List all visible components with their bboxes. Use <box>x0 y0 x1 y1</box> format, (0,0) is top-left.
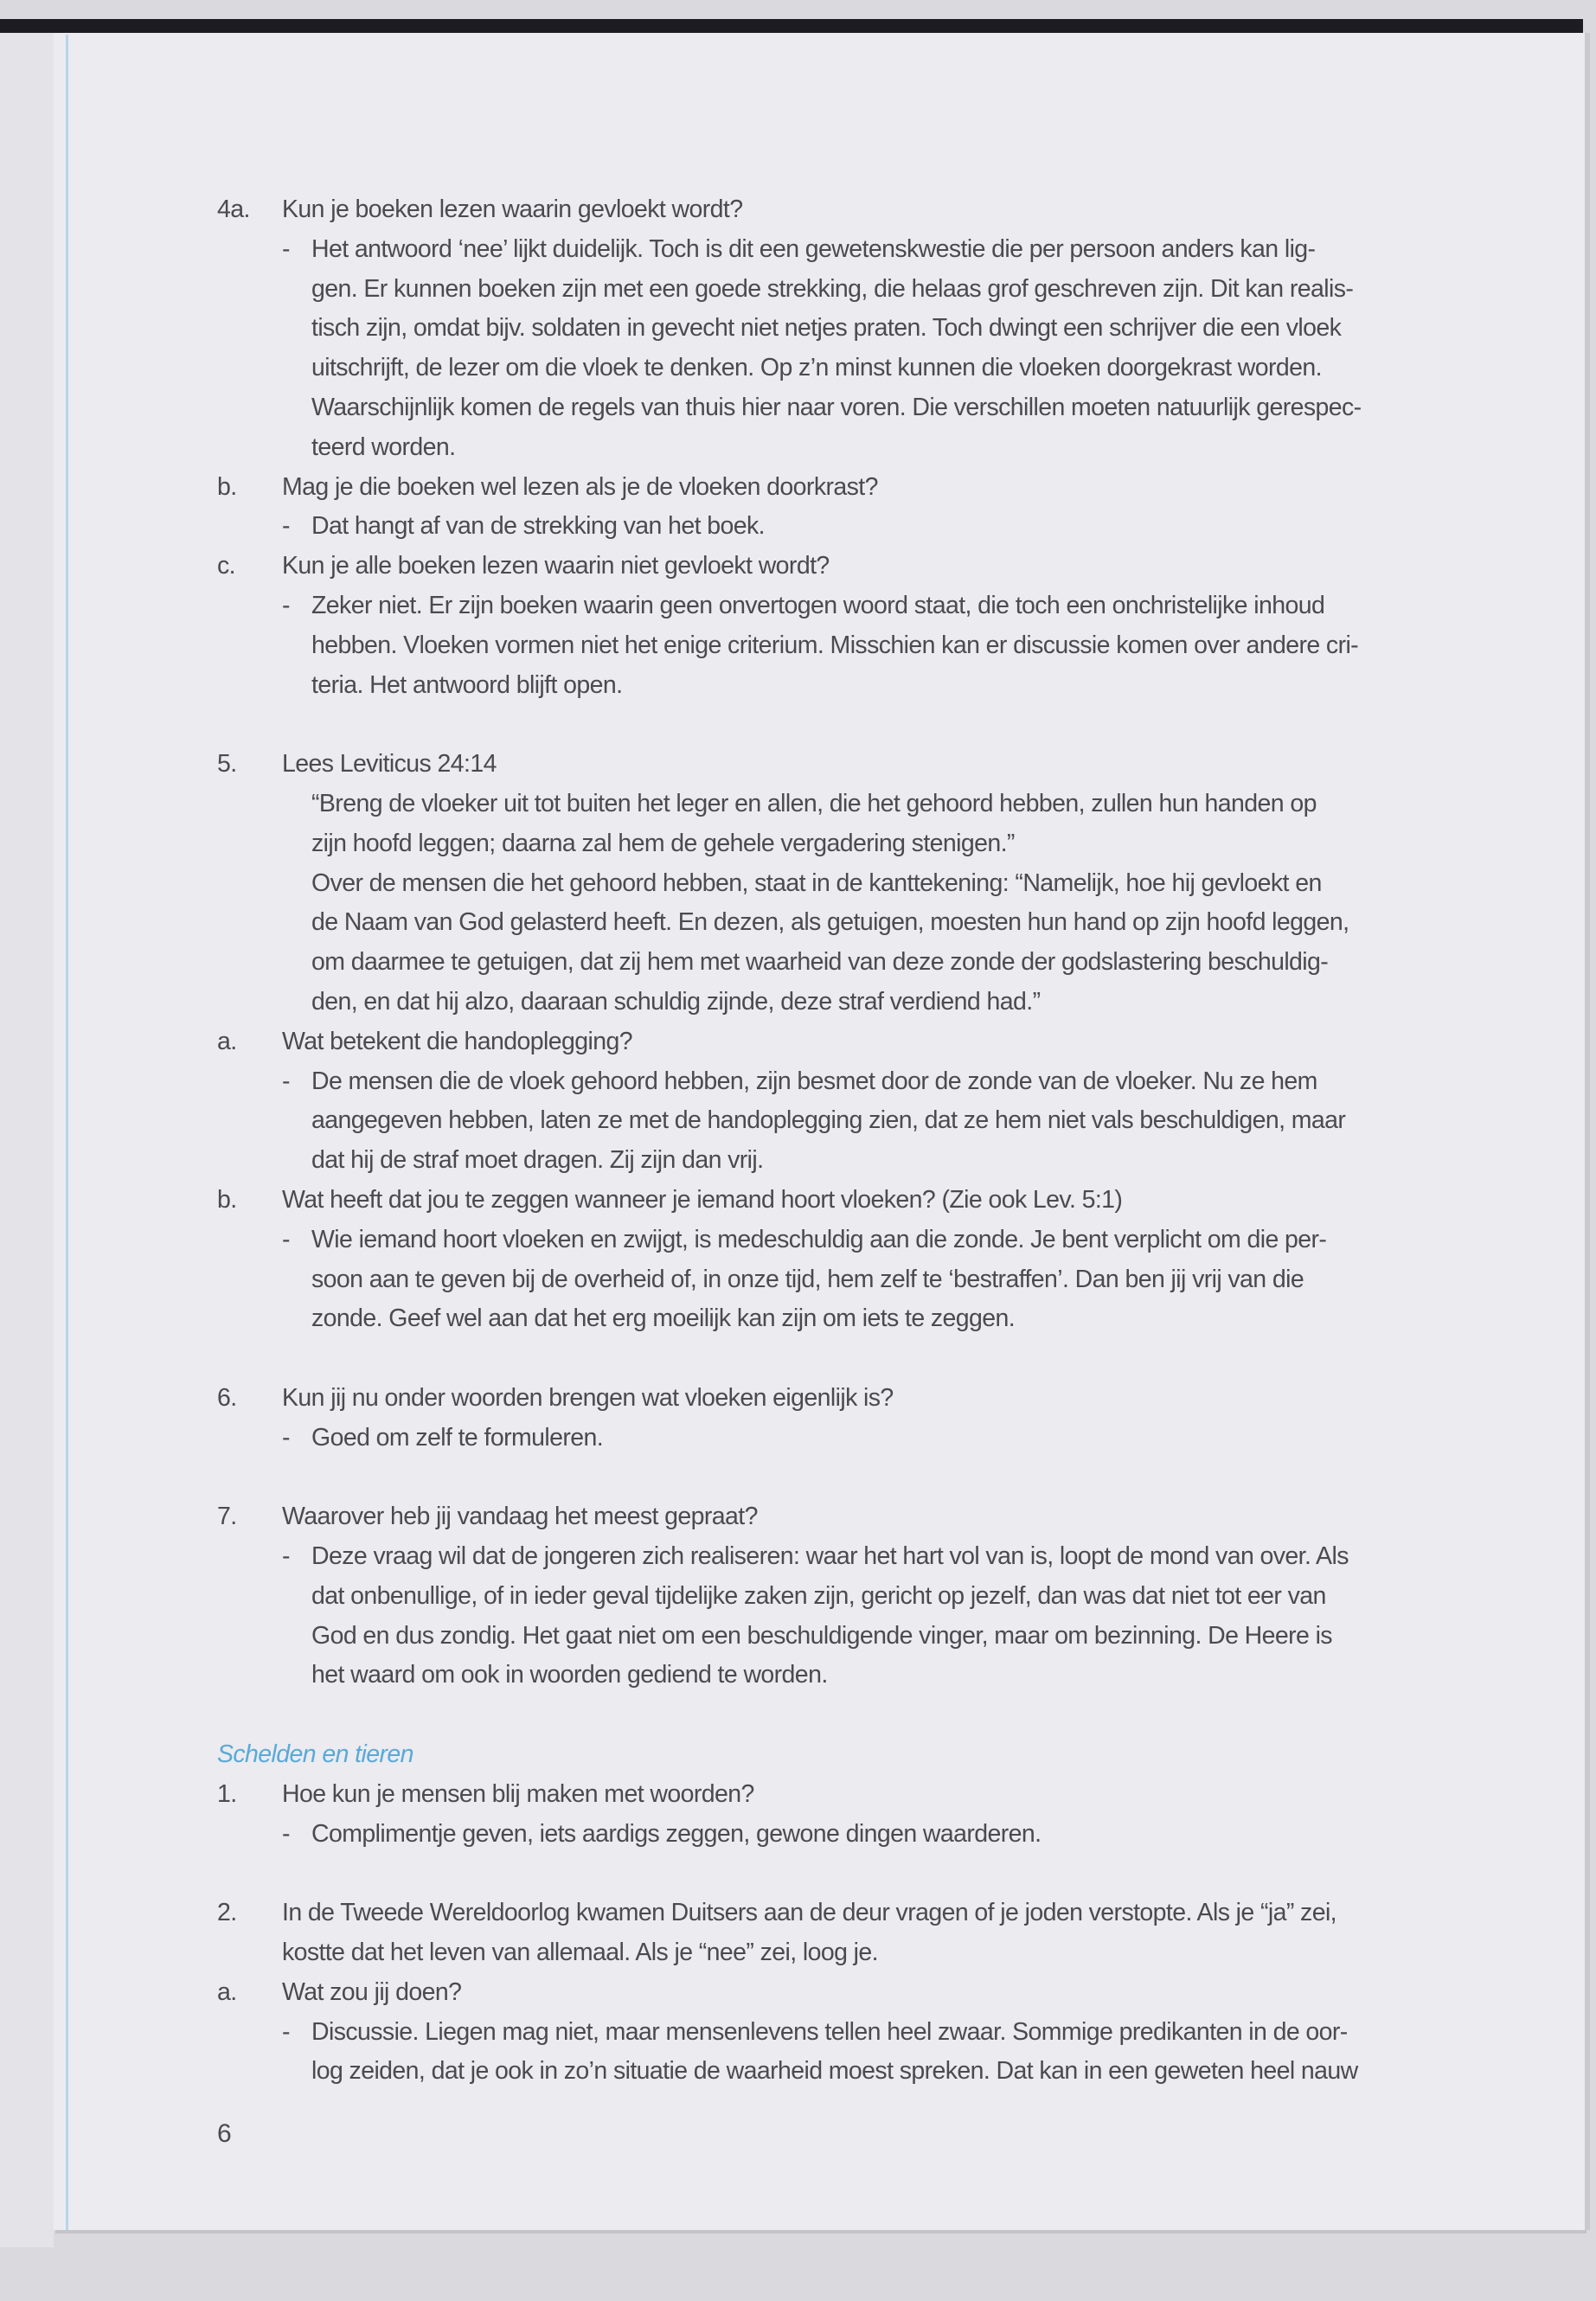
question-text: Mag je die boeken wel lezen als je de vloeken doorkrast? <box>282 472 878 501</box>
answer-dash: - <box>282 1067 290 1095</box>
answer-text: Dat hangt af van de strekking van het boek. <box>311 512 765 541</box>
quote-text: den, en dat hij alzo, daaraan schuldig zijnde, deze straf verdiend had.” <box>311 987 1041 1016</box>
page-content <box>0 190 1596 2092</box>
answer-text: Deze vraag wil dat de jongeren zich realiseren: waar het hart vol van is, loopt de mond van over. Als <box>311 1542 1349 1571</box>
answer-line <box>0 230 1596 270</box>
quote-line <box>0 785 1596 824</box>
answer-line <box>0 388 1596 428</box>
answer-line <box>0 2052 1596 2092</box>
page-bottom-edge <box>55 2230 1586 2234</box>
answer-dash: - <box>282 2017 290 2046</box>
quote-line <box>0 903 1596 943</box>
question-text: Lees Leviticus 24:14 <box>282 750 497 779</box>
answer-text: Zeker niet. Er zijn boeken waarin geen onvertogen woord staat, die toch een onchristelijke inhoud <box>311 591 1325 619</box>
answer-line <box>0 1815 1596 1855</box>
answer-line <box>0 1419 1596 1458</box>
answer-line <box>0 428 1596 468</box>
answer-line <box>0 349 1596 388</box>
question-line <box>0 1775 1596 1815</box>
scan-top-edge <box>0 19 1583 33</box>
question-number: 2. <box>217 1899 237 1927</box>
answer-dash: - <box>282 1423 290 1452</box>
answer-dash: - <box>282 512 290 541</box>
answer-line <box>0 1537 1596 1577</box>
answer-text: Wie iemand hoort vloeken en zwijgt, is medeschuldig aan die zonde. Je bent verplicht om die per- <box>311 1225 1327 1253</box>
answer-line <box>0 309 1596 349</box>
answer-line <box>0 1617 1596 1657</box>
quote-text: “Breng de vloeker uit tot buiten het leger en allen, die het gehoord hebben, zullen hun handen op <box>311 789 1317 817</box>
answer-text: tisch zijn, omdat bijv. soldaten in gevecht niet netjes praten. Toch dwingt een schrijver die een vloek <box>311 314 1342 343</box>
answer-text: teerd worden. <box>311 433 456 461</box>
question-text: Wat heeft dat jou te zeggen wanneer je iemand hoort vloeken? (Zie ook Lev. 5:1) <box>282 1185 1123 1214</box>
question-number: 5. <box>217 750 237 779</box>
answer-line <box>0 1101 1596 1141</box>
question-number: a. <box>217 1027 237 1055</box>
question-text: kostte dat het leven van allemaal. Als je “nee” zei, loog je. <box>282 1939 878 1967</box>
spacer <box>0 1695 1596 1735</box>
quote-text: om daarmee te getuigen, dat zij hem met waarheid van deze zonde der godslastering beschuldig- <box>311 948 1329 977</box>
question-text: Hoe kun je mensen blij maken met woorden? <box>282 1779 754 1808</box>
answer-line <box>0 1656 1596 1695</box>
question-number: 1. <box>217 1779 237 1808</box>
answer-text: hebben. Vloeken vormen niet het enige criterium. Misschien kan er discussie komen over andere cri- <box>311 631 1359 659</box>
answer-text: dat hij de straf moet dragen. Zij zijn dan vrij. <box>311 1146 764 1175</box>
question-text: Kun je boeken lezen waarin gevloekt wordt? <box>282 195 743 223</box>
answer-dash: - <box>282 591 290 619</box>
answer-text: uitschrijft, de lezer om die vloek te denken. Op z’n minst kunnen die vloeken doorgekrast worden. <box>311 354 1322 382</box>
quote-line <box>0 983 1596 1022</box>
answer-text: aangegeven hebben, laten ze met de handoplegging zien, dat ze hem niet vals beschuldigen, maar <box>311 1106 1346 1135</box>
answer-text: zonde. Geef wel aan dat het erg moeilijk kan zijn om iets te zeggen. <box>311 1304 1016 1333</box>
answer-line <box>0 1141 1596 1181</box>
question-line <box>0 190 1596 230</box>
question-text: Wat betekent die handoplegging? <box>282 1027 633 1055</box>
answer-dash: - <box>282 1542 290 1571</box>
answer-line <box>0 270 1596 310</box>
question-number: b. <box>217 472 237 501</box>
answer-text: Complimentje geven, iets aardigs zeggen, gewone dingen waarderen. <box>311 1819 1042 1848</box>
answer-text: God en dus zondig. Het gaat niet om een beschuldigende vinger, maar om bezinning. De Heere is <box>311 1621 1332 1650</box>
answer-line <box>0 1260 1596 1300</box>
question-line <box>0 1973 1596 2013</box>
spacer <box>0 705 1596 745</box>
question-line <box>0 547 1596 586</box>
spacer <box>0 1339 1596 1379</box>
answer-line <box>0 1299 1596 1339</box>
question-line <box>0 1497 1596 1537</box>
question-line <box>0 1933 1596 1973</box>
question-text: In de Tweede Wereldoorlog kwamen Duitsers aan de deur vragen of je joden verstopte. Als je “ja” zei, <box>282 1899 1336 1927</box>
answer-dash: - <box>282 1819 290 1848</box>
question-line <box>0 1022 1596 1062</box>
quote-line <box>0 943 1596 983</box>
answer-line <box>0 1221 1596 1260</box>
answer-text: Het antwoord ‘nee’ lijkt duidelijk. Toch is dit een gewetenskwestie die per persoon anders kan lig- <box>311 234 1316 263</box>
question-number: c. <box>217 552 235 580</box>
answer-text: log zeiden, dat je ook in zo’n situatie de waarheid moest spreken. Dat kan in een geweten heel nauw <box>311 2057 1358 2086</box>
answer-text: gen. Er kunnen boeken zijn met een goede strekking, die helaas grof geschreven zijn. Dit kan realis- <box>311 274 1354 303</box>
question-text: Kun je alle boeken lezen waarin niet gevloekt wordt? <box>282 552 830 580</box>
question-line <box>0 1894 1596 1933</box>
section-heading-line <box>0 1735 1596 1775</box>
answer-text: De mensen die de vloek gehoord hebben, zijn besmet door de zonde van de vloeker. Nu ze hem <box>311 1067 1317 1095</box>
question-line <box>0 1181 1596 1221</box>
answer-line <box>0 1577 1596 1617</box>
answer-line <box>0 586 1596 626</box>
answer-text: soon aan te geven bij de overheid of, in onze tijd, hem zelf te ‘bestraffen’. Dan ben jij vrij van die <box>311 1265 1304 1293</box>
question-number: 4a. <box>217 195 250 223</box>
quote-text: zijn hoofd leggen; daarna zal hem de gehele vergadering stenigen.” <box>311 829 1015 857</box>
answer-text: Goed om zelf te formuleren. <box>311 1423 604 1452</box>
answer-text: Waarschijnlijk komen de regels van thuis hier naar voren. Die verschillen moeten natuurlijk gerespec- <box>311 393 1362 421</box>
question-line <box>0 745 1596 785</box>
spacer <box>0 1458 1596 1498</box>
answer-text: dat onbenullige, of in ieder geval tijdelijke zaken zijn, gericht op jezelf, dan was dat niet tot eer van <box>311 1581 1326 1610</box>
answer-line <box>0 507 1596 547</box>
question-line <box>0 468 1596 508</box>
question-text: Wat zou jij doen? <box>282 1977 462 2006</box>
answer-line <box>0 666 1596 706</box>
section-heading: Schelden en tieren <box>217 1740 413 1769</box>
answer-dash: - <box>282 234 290 263</box>
question-text: Kun jij nu onder woorden brengen wat vloeken eigenlijk is? <box>282 1383 894 1412</box>
answer-text: Discussie. Liegen mag niet, maar mensenlevens tellen heel zwaar. Sommige predikanten in de oor- <box>311 2017 1348 2046</box>
page-number: 6 <box>217 2119 232 2148</box>
question-line <box>0 1379 1596 1419</box>
answer-dash: - <box>282 1225 290 1253</box>
quote-line <box>0 824 1596 864</box>
answer-line <box>0 2013 1596 2053</box>
spacer <box>0 1854 1596 1894</box>
question-text: Waarover heb jij vandaag het meest gepraat? <box>282 1503 758 1531</box>
answer-line <box>0 1062 1596 1102</box>
answer-text: teria. Het antwoord blijft open. <box>311 670 623 699</box>
answer-text: het waard om ook in woorden gediend te worden. <box>311 1661 828 1689</box>
answer-line <box>0 626 1596 666</box>
question-number: 6. <box>217 1383 237 1412</box>
quote-text: de Naam van God gelasterd heeft. En dezen, als getuigen, moesten hun hand op zijn hoofd leggen, <box>311 908 1349 937</box>
quote-line <box>0 864 1596 904</box>
question-number: 7. <box>217 1503 237 1531</box>
question-number: b. <box>217 1185 237 1214</box>
question-number: a. <box>217 1977 237 2006</box>
quote-text: Over de mensen die het gehoord hebben, staat in de kanttekening: “Namelijk, hoe hij gevloekt en <box>311 868 1322 897</box>
